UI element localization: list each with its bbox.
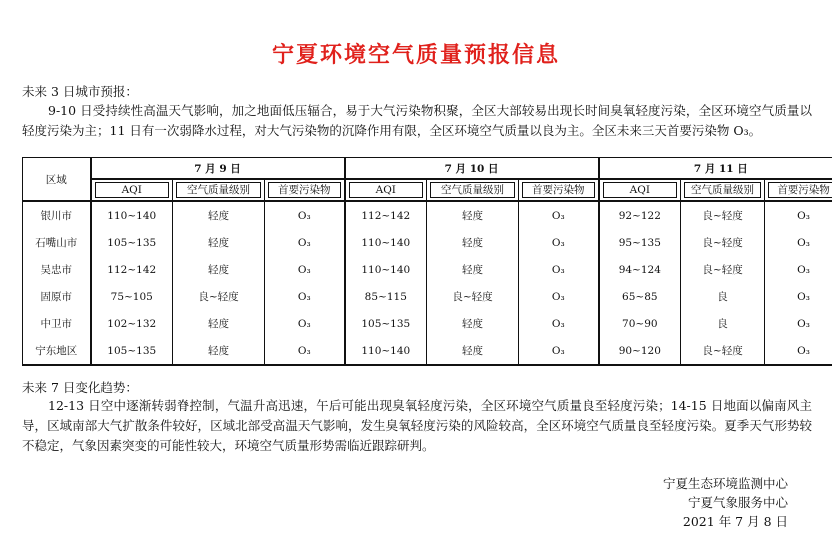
region-cell: 固原市 — [23, 283, 91, 310]
level-cell: 轻度 — [173, 256, 265, 283]
level-cell: 轻度 — [427, 201, 519, 229]
pollutant-header: 首要污染物 — [765, 179, 832, 201]
level-cell: 轻度 — [173, 337, 265, 365]
aqi-cell: 112~142 — [345, 201, 427, 229]
level-cell: 良~轻度 — [681, 337, 765, 365]
date-header-2: 7 月 10 日 — [345, 158, 599, 180]
pollutant-cell: O₃ — [765, 256, 832, 283]
signature-block — [663, 474, 788, 531]
table-date-row — [23, 158, 832, 180]
pollutant-cell: O₃ — [519, 283, 599, 310]
region-cell: 吴忠市 — [23, 256, 91, 283]
pollutant-header: 首要污染物 — [519, 179, 599, 201]
trend7-heading: 未来 7 日变化趋势： — [22, 380, 138, 395]
aqi-header: AQI — [91, 179, 173, 201]
aqi-cell: 94~124 — [599, 256, 681, 283]
pollutant-cell: O₃ — [265, 337, 345, 365]
page-title: 宁夏环境空气质量预报信息 — [271, 42, 560, 68]
aqi-cell: 102~132 — [91, 310, 173, 337]
pollutant-cell: O₃ — [265, 283, 345, 310]
level-cell: 良 — [681, 283, 765, 310]
pollutant-cell: O₃ — [265, 256, 345, 283]
aqi-cell: 75~105 — [91, 283, 173, 310]
aqi-cell: 105~135 — [91, 229, 173, 256]
forecast3-text: 9-10 日受持续性高温天气影响，加之地面低压辐合，易于大气污染物积聚，全区大部较易出现长时间臭氧轻度污染，全区环境空气质量以轻度污染为主；11 日有一次弱降水过程，对大气污染物的沉降作用有限，全区环境空气质量以良为主。全区未来三天首要污染物 O₃。 — [22, 103, 812, 138]
level-cell: 良 — [681, 310, 765, 337]
aqi-cell: 85~115 — [345, 283, 427, 310]
trend7-text: 12-13 日空中逐渐转弱脊控制，气温升高迅速，午后可能出现臭氧轻度污染，全区环境空气质量良至轻度污染；14-15 日地面以偏南风主导，区域南部大气扩散条件较好，区域北部受高温天气影响，发生臭氧轻度污染的风险较高，全区环境空气质量良至轻度污染。夏季天气形势较不稳定，气象因素突变的可能性较大，环境空气质量形势需临近跟踪研判。 — [22, 398, 812, 453]
aqi-cell: 110~140 — [345, 229, 427, 256]
aqi-header: AQI — [599, 179, 681, 201]
region-cell: 银川市 — [23, 201, 91, 229]
pollutant-cell: O₃ — [765, 283, 832, 310]
pollutant-cell: O₃ — [519, 337, 599, 365]
table-row — [23, 283, 832, 310]
pollutant-cell: O₃ — [765, 310, 832, 337]
level-cell: 良~轻度 — [427, 283, 519, 310]
aqi-cell: 95~135 — [599, 229, 681, 256]
level-header: 空气质量级别 — [173, 179, 265, 201]
table-subheader-row — [23, 179, 832, 201]
level-cell: 轻度 — [427, 337, 519, 365]
aqi-cell: 92~122 — [599, 201, 681, 229]
level-cell: 轻度 — [173, 229, 265, 256]
level-cell: 轻度 — [427, 256, 519, 283]
region-cell: 石嘴山市 — [23, 229, 91, 256]
aqi-cell: 110~140 — [345, 337, 427, 365]
table-row — [23, 229, 832, 256]
aqi-cell: 112~142 — [91, 256, 173, 283]
level-cell: 良~轻度 — [681, 256, 765, 283]
level-cell: 轻度 — [173, 201, 265, 229]
pollutant-cell: O₃ — [765, 337, 832, 365]
aqi-cell: 110~140 — [345, 256, 427, 283]
aqi-header: AQI — [345, 179, 427, 201]
level-cell: 轻度 — [427, 310, 519, 337]
level-header: 空气质量级别 — [681, 179, 765, 201]
pollutant-cell: O₃ — [265, 229, 345, 256]
level-cell: 良~轻度 — [681, 229, 765, 256]
pollutant-header: 首要污染物 — [265, 179, 345, 201]
aqi-cell: 105~135 — [345, 310, 427, 337]
region-cell: 中卫市 — [23, 310, 91, 337]
table-row — [23, 201, 832, 229]
forecast-table — [22, 157, 832, 366]
aqi-cell: 105~135 — [91, 337, 173, 365]
aqi-cell: 70~90 — [599, 310, 681, 337]
pollutant-cell: O₃ — [519, 201, 599, 229]
date-header-1: 7 月 9 日 — [91, 158, 345, 180]
date-header-3: 7 月 11 日 — [599, 158, 832, 180]
pollutant-cell: O₃ — [765, 229, 832, 256]
aqi-cell: 65~85 — [599, 283, 681, 310]
level-cell: 良~轻度 — [173, 283, 265, 310]
pollutant-cell: O₃ — [765, 201, 832, 229]
level-cell: 轻度 — [427, 229, 519, 256]
pollutant-cell: O₃ — [265, 310, 345, 337]
aqi-cell: 90~120 — [599, 337, 681, 365]
level-cell: 轻度 — [173, 310, 265, 337]
region-cell: 宁东地区 — [23, 337, 91, 365]
pollutant-cell: O₃ — [265, 201, 345, 229]
signature-date: 2021 年 7 月 8 日 — [682, 514, 788, 529]
pollutant-cell: O₃ — [519, 310, 599, 337]
signature-org2: 宁夏气象服务中心 — [687, 495, 788, 510]
level-header: 空气质量级别 — [427, 179, 519, 201]
table-row — [23, 337, 832, 365]
table-row — [23, 256, 832, 283]
signature-org1: 宁夏生态环境监测中心 — [662, 476, 788, 491]
table-row — [23, 310, 832, 337]
level-cell: 良~轻度 — [681, 201, 765, 229]
pollutant-cell: O₃ — [519, 229, 599, 256]
forecast3-heading: 未来 3 日城市预报： — [22, 84, 138, 99]
region-header: 区域 — [23, 158, 91, 202]
pollutant-cell: O₃ — [519, 256, 599, 283]
aqi-cell: 110~140 — [91, 201, 173, 229]
